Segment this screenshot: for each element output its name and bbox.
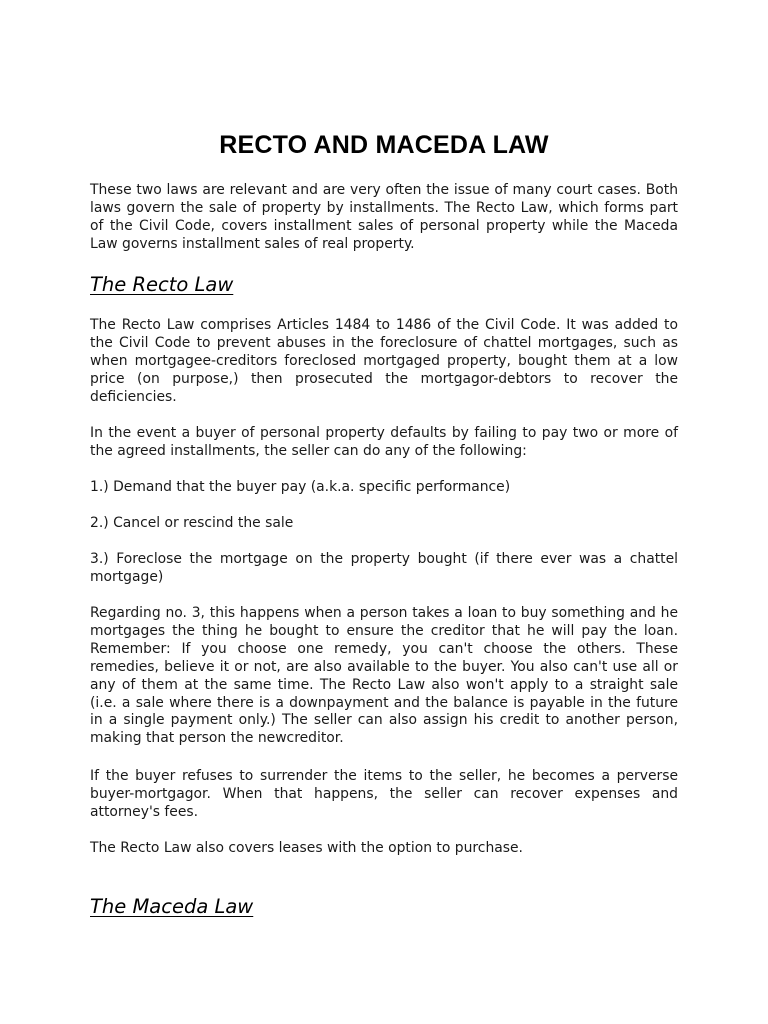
recto-law-paragraph-3: Regarding no. 3, this happens when a person takes a loan to buy something and he mortgages the thing he bought to ensure the creditor that he will pay the loan. Remember: If you choose one remedy, you can't choose the others. These remedies, believe it or not, are also available to the buyer. You also can't use all or any of them at the same time. The Recto Law also won't apply to a straight sale (i.e. a sale where there is a downpayment and the balance is payable in the future in a single payment only.) The seller can also assign his credit to another person, making that person the newcreditor.: [90, 605, 678, 747]
recto-law-paragraph-4: If the buyer refuses to surrender the items to the seller, he becomes a perverse buyer-mortgagor. When that happens, the seller can recover expenses and attorney's fees.: [90, 768, 678, 820]
remedy-item-3: 3.) Foreclose the mortgage on the property bought (if there ever was a chattel mortgage): [90, 551, 678, 585]
remedy-item-2: 2.) Cancel or rescind the sale: [90, 515, 294, 531]
recto-law-paragraph-2: In the event a buyer of personal property defaults by failing to pay two or more of the agreed installments, the seller can do any of the following:: [90, 425, 678, 459]
maceda-law-heading: The Maceda Law: [90, 895, 254, 918]
remedy-item-1: 1.) Demand that the buyer pay (a.k.a. specific performance): [90, 479, 511, 495]
recto-law-paragraph-1: The Recto Law comprises Articles 1484 to 1486 of the Civil Code. It was added to the Civil Code to prevent abuses in the foreclosure of chattel mortgages, such as when mortgagee-creditors foreclosed mortgaged property, bought them at a low price (on purpose,) then prosecuted the mortgagor-debtors to recover the deficiencies.: [90, 317, 678, 405]
recto-law-paragraph-5: The Recto Law also covers leases with the option to purchase.: [90, 840, 523, 856]
document-title: RECTO AND MACEDA LAW: [219, 131, 549, 159]
recto-law-heading: The Recto Law: [90, 273, 234, 296]
intro-paragraph: These two laws are relevant and are very often the issue of many court cases. Both laws govern the sale of property by installments. The Recto Law, which forms part of the Civil Code, covers installment sales of personal property while the Maceda Law governs installment sales of real property.: [90, 182, 678, 252]
